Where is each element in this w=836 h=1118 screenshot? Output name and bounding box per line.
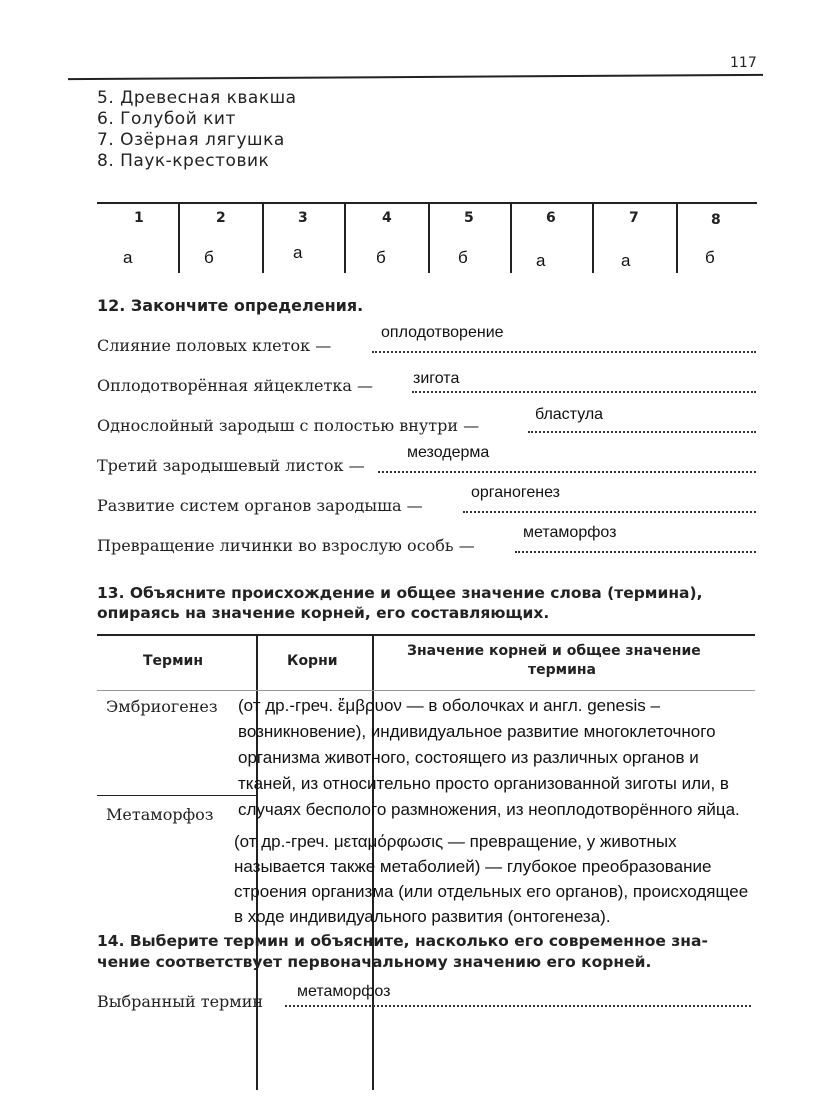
q12-prompt: Третий зародышевый листок — <box>97 456 365 475</box>
answer-cell: а <box>536 251 546 270</box>
page-number: 117 <box>730 55 757 71</box>
meaning-line: возникновение), индивидуальное развитие многоклеточного <box>238 722 716 741</box>
q12-answer: бластула <box>535 406 604 423</box>
col-divider <box>178 203 180 273</box>
q13-title: 13. Объясните происхождение и общее значение слова (термина), <box>97 584 703 602</box>
meaning-line: организма животного, состоящего из различных органов и <box>238 748 699 767</box>
q12-prompt: Оплодотворённая яйцеклетка — <box>97 376 373 395</box>
answer-cell: б <box>376 248 386 267</box>
q12-answer-line <box>372 351 756 353</box>
col-divider <box>344 203 346 273</box>
col-header: 8 <box>711 212 721 228</box>
header-rule <box>68 74 763 80</box>
list-item-5: 5. Древесная квакша <box>97 88 297 108</box>
q12-answer: органогенез <box>471 484 561 501</box>
q12-title: 12. Закончите определения. <box>97 296 364 315</box>
q12-prompt: Превращение личинки во взрослую особь — <box>97 536 475 555</box>
q12-prompt: Развитие систем органов зародыша — <box>97 496 423 515</box>
list-item-8: 8. Паук-крестовик <box>97 151 270 171</box>
answer-cell: а <box>621 251 631 270</box>
q14-answer-line <box>285 1005 751 1007</box>
q13-term-embryogenesis: Эмбриогенез <box>106 697 218 716</box>
q12-answer-line <box>463 511 756 513</box>
col-header: 7 <box>629 210 639 226</box>
answer-cell: б <box>458 248 468 267</box>
q13-term-metamorphosis: Метаморфоз <box>106 805 214 824</box>
answer-cell: б <box>705 248 715 267</box>
col-divider <box>592 203 594 273</box>
q13-row-divider <box>97 795 257 796</box>
q12-answer-line <box>378 471 756 473</box>
answer-table-top-rule <box>97 202 757 204</box>
q13-col-meaning: Значение корней и общее значение <box>407 643 701 659</box>
q12-answer-line <box>528 431 756 433</box>
q13-col-term: Термин <box>143 653 203 669</box>
q12-prompt: Однослойный зародыш с полостью внутри — <box>97 416 480 435</box>
q13-table-top-rule <box>97 634 755 636</box>
col-divider <box>262 203 264 273</box>
meaning-line: (от др.-греч. μεταμόρφωσις — превращение, у животных <box>234 832 677 851</box>
meaning-line: тканей, из относительно просто организованной зиготы или, в <box>238 774 729 793</box>
q12-answer: зигота <box>413 370 460 387</box>
col-divider <box>676 203 678 273</box>
q13-col-meaning-line2: термина <box>528 662 597 678</box>
q13-col-roots: Корни <box>287 653 338 669</box>
col-divider <box>428 203 430 273</box>
q14-answer: метаморфоз <box>297 983 391 1000</box>
q12-answer: оплодотворение <box>381 324 504 341</box>
q12-answer: мезодерма <box>407 444 490 461</box>
q14-title: 14. Выберите термин и объясните, насколько его современное зна- <box>97 932 708 950</box>
list-item-6: 6. Голубой кит <box>97 109 236 129</box>
q12-answer-line <box>515 551 756 553</box>
q13-title-line2: опираясь на значение корней, его составляющих. <box>97 604 550 622</box>
q13-header-rule <box>97 690 755 691</box>
col-header: 2 <box>216 210 226 226</box>
meaning-line: называется также метаболией) — глубокое преобразование <box>234 857 712 876</box>
col-header: 6 <box>546 210 556 226</box>
q12-answer-line <box>412 391 756 393</box>
col-header: 4 <box>382 210 392 226</box>
meaning-line: случаях бесполого размножения, из неоплодотворённого яйца. <box>238 800 740 819</box>
answer-cell: а <box>293 243 303 262</box>
meaning-line: строения организма (или отдельных его органов), происходящее <box>234 882 749 901</box>
q12-prompt: Слияние половых клеток — <box>97 336 332 355</box>
col-divider <box>510 203 512 273</box>
answer-cell: а <box>123 248 133 267</box>
q14-prompt: Выбранный термин <box>97 992 264 1011</box>
q14-title-line2: чение соответствует первоначальному значению его корней. <box>97 953 652 971</box>
q12-answer: метаморфоз <box>523 524 617 541</box>
col-header: 5 <box>464 210 474 226</box>
col-header: 3 <box>298 210 308 226</box>
list-item-7: 7. Озёрная лягушка <box>97 130 285 150</box>
meaning-line: в ходе индивидуального развития (онтогенеза). <box>234 907 611 926</box>
answer-cell: б <box>204 248 214 267</box>
meaning-line: (от др.-греч. ἔμβρυον — в оболочках и англ. genesis – <box>238 696 660 715</box>
col-header: 1 <box>134 210 144 226</box>
